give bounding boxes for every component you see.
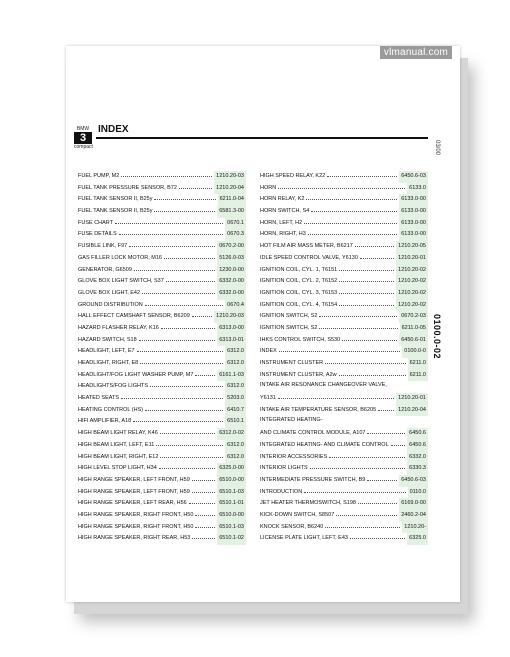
- dot-leader: [389, 380, 426, 386]
- index-entry-page-ref: 6581.3-00: [217, 206, 246, 218]
- dot-leader: [154, 205, 215, 212]
- dot-leader: [325, 357, 405, 364]
- dot-leader: [325, 521, 400, 528]
- index-entry-label: INSTRUMENT CLUSTER: [260, 360, 324, 366]
- index-entry-page-ref: 5203.0: [225, 393, 246, 405]
- index-entry-label: JET HEATER THERMOSWITCH, S198: [260, 500, 356, 507]
- index-entry: [260, 415, 428, 427]
- index-entry: [260, 217, 428, 229]
- dot-leader: [154, 193, 215, 200]
- dot-leader: [310, 462, 406, 469]
- dot-leader: [164, 252, 215, 259]
- index-entry-page-ref: 6332.0: [407, 452, 428, 464]
- index-entry-page-ref: 0670.2-00: [217, 241, 246, 253]
- index-entry-page-ref: 6211.0: [408, 370, 428, 382]
- index-entry: [260, 497, 428, 509]
- index-entry: [260, 275, 428, 287]
- index-entry: [78, 497, 246, 509]
- index-entry-label: IHKS CONTROL SWITCH, S530: [260, 336, 341, 343]
- index-entry-page-ref: 6450.6: [407, 428, 428, 440]
- index-entry-page-ref: 6312.0-02: [217, 428, 246, 440]
- logo-compact-text: compact: [74, 144, 93, 150]
- index-entry-page-ref: 6313.0-00: [217, 323, 246, 335]
- index-entry-page-ref: 6312.0: [225, 452, 246, 464]
- index-entry-label: HORN, RIGHT, H3: [260, 231, 306, 238]
- index-entry: [78, 228, 246, 240]
- index-entry-label: INTERIOR LIGHTS: [260, 465, 308, 472]
- index-entry: [260, 299, 428, 311]
- index-entry-page-ref: 0670.4: [225, 300, 246, 312]
- dot-leader: [145, 299, 223, 306]
- dot-leader: [339, 369, 406, 376]
- index-entry: [78, 415, 246, 427]
- index-entry: [78, 170, 246, 182]
- index-entry-label: IDLE SPEED CONTROL VALVE, Y6130: [260, 254, 358, 261]
- dot-leader: [192, 486, 215, 493]
- index-entry: [260, 205, 428, 217]
- dot-leader: [336, 509, 397, 516]
- dot-leader: [195, 509, 215, 516]
- index-entry-label: HIGH RANGE SPEAKER, RIGHT REAR, H53: [78, 535, 191, 542]
- dot-leader: [160, 451, 223, 458]
- dot-leader: [121, 392, 223, 399]
- dot-leader: [145, 404, 223, 411]
- dot-leader: [150, 380, 223, 387]
- index-entry-label: IGNITION SWITCH, S2: [260, 324, 318, 331]
- dot-leader: [391, 439, 406, 446]
- index-entry: [78, 264, 246, 276]
- index-entry: [260, 345, 428, 357]
- index-column-right: [260, 170, 428, 544]
- index-entry-page-ref: 6330.3: [407, 463, 428, 475]
- index-entry-page-ref: 6510.1-03: [217, 522, 246, 534]
- index-entry: [260, 287, 428, 299]
- index-entry-page-ref: 1210.20-03: [214, 311, 246, 323]
- dot-leader: [311, 205, 397, 212]
- index-entry-label: IGNITION COIL, CYL. 2, T6152: [260, 278, 338, 285]
- index-entry: [260, 392, 428, 404]
- index-entry-label: HIGH SPEED RELAY, K22: [260, 173, 326, 179]
- index-entry-label: INTAKE AIR TEMPERATURE SENSOR, B6205: [260, 406, 377, 413]
- index-entry-page-ref: 6510.1-01: [217, 498, 246, 510]
- index-entry-label: INSTRUMENT CLUSTER, A2w: [260, 371, 337, 378]
- logo-bmw-text: BMW: [76, 126, 90, 132]
- index-entry-label: HIGH RANGE SPEAKER, LEFT REAR, H56: [78, 500, 187, 507]
- dot-leader: [129, 240, 215, 247]
- index-entry-page-ref: 1210.20-02: [396, 288, 428, 300]
- index-entry-page-ref: 6312.0: [225, 358, 246, 370]
- index-entry: [78, 275, 246, 287]
- index-entry: [260, 532, 428, 544]
- dot-leader: [121, 170, 212, 177]
- dot-leader: [192, 474, 215, 481]
- dot-leader: [179, 182, 212, 189]
- index-entry-label: FUEL TANK SENSOR II, B25y: [78, 196, 153, 203]
- index-entry-page-ref: 0110.0: [408, 487, 428, 499]
- index-entry-label: FUSE DETAILS: [78, 231, 117, 238]
- index-entry: [260, 252, 428, 264]
- index-entry: [78, 217, 246, 229]
- dot-leader: [360, 252, 394, 259]
- index-entry: [78, 240, 246, 252]
- index-entry-label: AND CLIMATE CONTROL MODULE, A107: [260, 430, 366, 437]
- index-entry: [260, 334, 428, 346]
- index-entry: [78, 474, 246, 486]
- index-entry: [78, 205, 246, 217]
- index-entry-label: HIGH BEAM LIGHT RELAY, K46: [78, 430, 158, 437]
- index-entry-page-ref: 0100.0-0: [402, 346, 428, 358]
- header-rule: [96, 137, 428, 139]
- index-entry: [78, 439, 246, 451]
- index-entry: [78, 252, 246, 264]
- dot-leader: [115, 217, 223, 224]
- index-entry-label: HORN RELAY, K2: [260, 196, 305, 203]
- index-entry: [260, 462, 428, 474]
- dot-leader: [278, 182, 405, 189]
- index-entry-label: INTAKE AIR RESONANCE CHANGEOVER VALVE,: [260, 382, 387, 389]
- index-entry: [78, 310, 246, 322]
- index-entry: [260, 509, 428, 521]
- index-entry: [260, 486, 428, 498]
- index-entry-page-ref: 6332.0-00: [217, 276, 246, 288]
- index-entry: [260, 439, 428, 451]
- index-entry: [78, 345, 246, 357]
- index-entry: [260, 228, 428, 240]
- index-entry-label: IGNITION COIL, CYL. 3, T6153: [260, 289, 338, 296]
- dot-leader: [139, 334, 216, 341]
- index-entry-page-ref: 6450.6-03: [399, 171, 428, 183]
- index-entry-page-ref: 6211.0: [408, 358, 428, 370]
- dot-leader: [308, 228, 397, 235]
- index-entry-page-ref: 0670.3: [225, 229, 246, 241]
- index-entry: [78, 380, 246, 392]
- index-entry: [78, 392, 246, 404]
- index-entry-page-ref: 6133.0-00: [399, 218, 428, 230]
- index-entry-label: HIGH RANGE SPEAKER, LEFT FRONT, H59: [78, 476, 190, 483]
- index-entry: [78, 451, 246, 463]
- dot-leader: [134, 264, 215, 271]
- index-entry: [78, 521, 246, 533]
- index-entry: [78, 427, 246, 439]
- index-entry: [78, 532, 246, 544]
- index-entry-label: GROUND DISTRIBUTION: [78, 301, 143, 308]
- index-entry: [260, 240, 428, 252]
- index-entry-label: IGNITION SWITCH, S2: [260, 313, 318, 320]
- index-entry-label: INTERIOR ACCESSORIES: [260, 453, 328, 460]
- index-entry-page-ref: 6510.1-03: [217, 487, 246, 499]
- index-entry: [78, 509, 246, 521]
- index-entry: [78, 182, 246, 194]
- index-entry-page-ref: 1210.20-01: [396, 393, 428, 405]
- bmw-3-compact-logo: [74, 126, 92, 150]
- dot-leader: [161, 322, 215, 329]
- index-entry-label: HORN SWITCH, S4: [260, 208, 310, 215]
- dot-leader: [159, 462, 215, 469]
- index-entry-page-ref: 6450.6: [407, 440, 428, 452]
- index-entry-label: HIGH BEAM LIGHT, RIGHT, E12: [78, 453, 159, 460]
- index-entry: [260, 193, 428, 205]
- dot-leader: [339, 299, 394, 306]
- index-entry-page-ref: 2460.2-04: [399, 510, 428, 522]
- index-entry: [78, 299, 246, 311]
- dot-leader: [142, 287, 215, 294]
- index-entry-label: FUEL TANK SENSOR II, B25y: [78, 208, 153, 215]
- index-entry-page-ref: 6133.0-00: [399, 194, 428, 206]
- index-entry-label: FUEL PUMP, M2: [78, 173, 120, 179]
- index-entry-label: HALL EFFECT CAMSHAFT SENSOR, B6209: [78, 313, 190, 320]
- index-entry-page-ref: 6313.0-01: [217, 335, 246, 347]
- index-entry-page-ref: 6312.0: [225, 440, 246, 452]
- dot-leader: [329, 451, 405, 458]
- dot-leader: [160, 427, 215, 434]
- index-entry-page-ref: 6450.6-03: [399, 475, 428, 487]
- dot-leader: [367, 474, 397, 481]
- dot-leader: [327, 170, 397, 177]
- index-entry-page-ref: 1210.20-03: [214, 171, 246, 183]
- index-entry-label: GLOVE BOX LIGHT, E42: [78, 289, 141, 296]
- index-entry-label: HORN, LEFT, H2: [260, 219, 303, 226]
- index-entry: [78, 193, 246, 205]
- index-entry-label: INDEX: [260, 348, 277, 355]
- dot-leader: [279, 345, 400, 352]
- index-entry-label: HEADLIGHT, RIGHT, E8: [78, 360, 139, 366]
- index-entry-label: INTERMEDIATE PRESSURE SWITCH, B9: [260, 476, 366, 483]
- index-entry-label: HEATED SEATS: [78, 395, 120, 402]
- index-entry: [260, 310, 428, 322]
- page-title: INDEX: [98, 124, 129, 135]
- index-entry: [260, 404, 428, 416]
- dot-leader: [339, 264, 394, 271]
- index-entry: [78, 287, 246, 299]
- index-entry-page-ref: 6450.6-01: [399, 335, 428, 347]
- index-entry-label: INTRODUCTION: [260, 488, 303, 495]
- dot-leader: [195, 521, 215, 528]
- index-entry-label: KNOCK SENSOR, B6240: [260, 523, 324, 530]
- index-entry-page-ref: 6510.0-00: [217, 510, 246, 522]
- index-entry-page-ref: 6510.1: [225, 416, 246, 428]
- dot-leader: [192, 532, 215, 539]
- index-entry-label: IGNITION COIL, CYL. 4, T6154: [260, 301, 338, 308]
- dot-leader: [166, 275, 215, 282]
- index-entry-label: LICENSE PLATE LIGHT, LEFT, E43: [260, 535, 348, 542]
- dot-leader: [119, 228, 223, 235]
- index-entry-page-ref: 6169.0-00: [399, 498, 428, 510]
- index-entry-label: GENERATOR, G6509: [78, 266, 132, 273]
- index-entry-label: FUSE CHART: [78, 219, 114, 226]
- index-entry-label: KICK-DOWN SWITCH, S8507: [260, 511, 335, 518]
- index-entry-page-ref: 1210.20-04: [214, 183, 246, 195]
- dot-leader: [189, 497, 216, 504]
- index-entry-label: IGNITION COIL, CYL. 1, T6151: [260, 266, 338, 273]
- index-entry-label: HAZARD SWITCH, S18: [78, 336, 137, 343]
- index-entry-label: INTEGRATED HEATING- AND CLIMATE CONTROL: [260, 441, 389, 448]
- index-entry: [260, 451, 428, 463]
- index-entry: [260, 322, 428, 334]
- dot-leader: [192, 310, 212, 317]
- index-entry-page-ref: 1210.20-05: [396, 241, 428, 253]
- index-entry: [78, 322, 246, 334]
- index-entry-page-ref: 1210.20-04: [396, 405, 428, 417]
- index-entry-label: FUEL TANK PRESSURE SENSOR, B72: [78, 184, 177, 191]
- index-entry-label: GAS FILLER LOCK MOTOR, M16: [78, 254, 162, 261]
- index-entry-page-ref: 6312.0: [225, 381, 246, 393]
- index-entry-page-ref: 6510.1-02: [217, 533, 246, 545]
- index-entry: [260, 369, 428, 381]
- dot-leader: [278, 392, 394, 399]
- index-entry-page-ref: 1210.20-02: [396, 265, 428, 277]
- index-entry-page-ref: 6211.0-05: [400, 323, 428, 335]
- index-entry-page-ref: 1210.20-02: [396, 300, 428, 312]
- dot-leader: [140, 357, 223, 364]
- index-entry-page-ref: 6161.1-03: [217, 370, 246, 382]
- index-entry-page-ref: 1210.20-: [402, 522, 428, 534]
- index-entry-page-ref: 6211.0-04: [218, 194, 246, 206]
- dot-leader: [350, 532, 405, 539]
- index-entry: [260, 427, 428, 439]
- index-entry-page-ref: 6510.0-00: [217, 475, 246, 487]
- document-code: 0100.0-02: [432, 314, 442, 360]
- index-entry-page-ref: 6325.0-00: [217, 463, 246, 475]
- index-entry-label: HIGH LEVEL STOP LIGHT, H34: [78, 465, 157, 472]
- index-entry-page-ref: 0670.1: [225, 218, 246, 230]
- index-entry-label: HEADLIGHT, LEFT, E7: [78, 348, 135, 355]
- index-entry: [78, 369, 246, 381]
- index-entry-page-ref: 1210.20-01: [396, 253, 428, 265]
- index-entry-label: HIGH RANGE SPEAKER, RIGHT FRONT, H50: [78, 523, 194, 530]
- index-entry-page-ref: 1210.20-02: [396, 276, 428, 288]
- index-entry: [78, 357, 246, 369]
- dot-leader: [306, 193, 397, 200]
- index-entry-page-ref: 6325.0: [407, 533, 428, 545]
- index-entry-label: HEADLIGHT/FOG LIGHT WASHER PUMP, M7: [78, 371, 194, 378]
- index-entry-label: HAZARD FLASHER RELAY, K16: [78, 324, 159, 331]
- index-entry: [260, 357, 428, 369]
- index-entry-page-ref: 6410.7: [225, 405, 246, 417]
- index-entry: [260, 182, 428, 194]
- index-entry-label: HEADLIGHTS/FOG LIGHTS: [78, 383, 148, 390]
- dot-leader: [304, 486, 405, 493]
- revision-date: 03/00: [434, 140, 440, 156]
- dot-leader: [355, 240, 394, 247]
- index-entry-label: HORN: [260, 184, 277, 191]
- watermark-text: vlmanual.com: [380, 46, 452, 59]
- index-entry-page-ref: 6332.0-00: [217, 288, 246, 300]
- index-entry-page-ref: 6133.0: [407, 183, 428, 195]
- index-entry: [78, 334, 246, 346]
- index-entry: [260, 380, 428, 392]
- index-entry-label: HIGH BEAM LIGHT, LEFT, E11: [78, 441, 155, 448]
- index-entry-page-ref: 1230.0-00: [217, 265, 246, 277]
- dot-leader: [367, 427, 405, 434]
- index-entry: [260, 474, 428, 486]
- index-entry-label: FUSIBLE LINK, F97: [78, 243, 128, 250]
- index-entry-label: INTEGRATED HEATING-: [260, 417, 323, 424]
- dot-leader: [195, 369, 215, 376]
- dot-leader: [339, 287, 394, 294]
- index-entry: [260, 264, 428, 276]
- index-entry-page-ref: 6133.0-00: [399, 206, 428, 218]
- index-entry-page-ref: 6133.0-00: [399, 229, 428, 241]
- dot-leader: [133, 415, 223, 422]
- dot-leader: [342, 334, 397, 341]
- document-page: [66, 46, 460, 602]
- index-entry-label: HIFI AMPLIFIER, A18: [78, 418, 132, 425]
- index-column-left: [78, 170, 246, 544]
- index-entry-label: Y6131: [260, 395, 276, 402]
- dot-leader: [358, 497, 397, 504]
- index-entry-label: GLOVE BOX LIGHT SWITCH, S37: [78, 278, 164, 285]
- index-entry: [78, 486, 246, 498]
- index-entry: [260, 521, 428, 533]
- dot-leader: [156, 439, 223, 446]
- index-entry: [78, 462, 246, 474]
- dot-leader: [378, 404, 394, 411]
- dot-leader: [339, 275, 394, 282]
- index-entry: [78, 404, 246, 416]
- index-entry: [260, 170, 428, 182]
- index-entry-label: HIGH RANGE SPEAKER, LEFT FRONT, H59: [78, 488, 190, 495]
- index-entry-page-ref: 5126.0-03: [217, 253, 246, 265]
- dot-leader: [319, 322, 397, 329]
- index-entry-page-ref: 6312.0: [225, 346, 246, 358]
- dot-leader: [137, 345, 224, 352]
- dot-leader: [304, 217, 397, 224]
- logo-model-number: 3: [74, 132, 92, 144]
- index-entry-label: HOT FILM AIR MASS METER, B6217: [260, 243, 353, 250]
- dot-leader: [324, 415, 426, 421]
- dot-leader: [319, 310, 397, 317]
- index-entry-label: HEATING CONTROL (HS): [78, 406, 144, 413]
- index-entry-page-ref: 0670.2-03: [399, 311, 428, 323]
- index-entry-label: HIGH RANGE SPEAKER, RIGHT FRONT, H50: [78, 511, 194, 518]
